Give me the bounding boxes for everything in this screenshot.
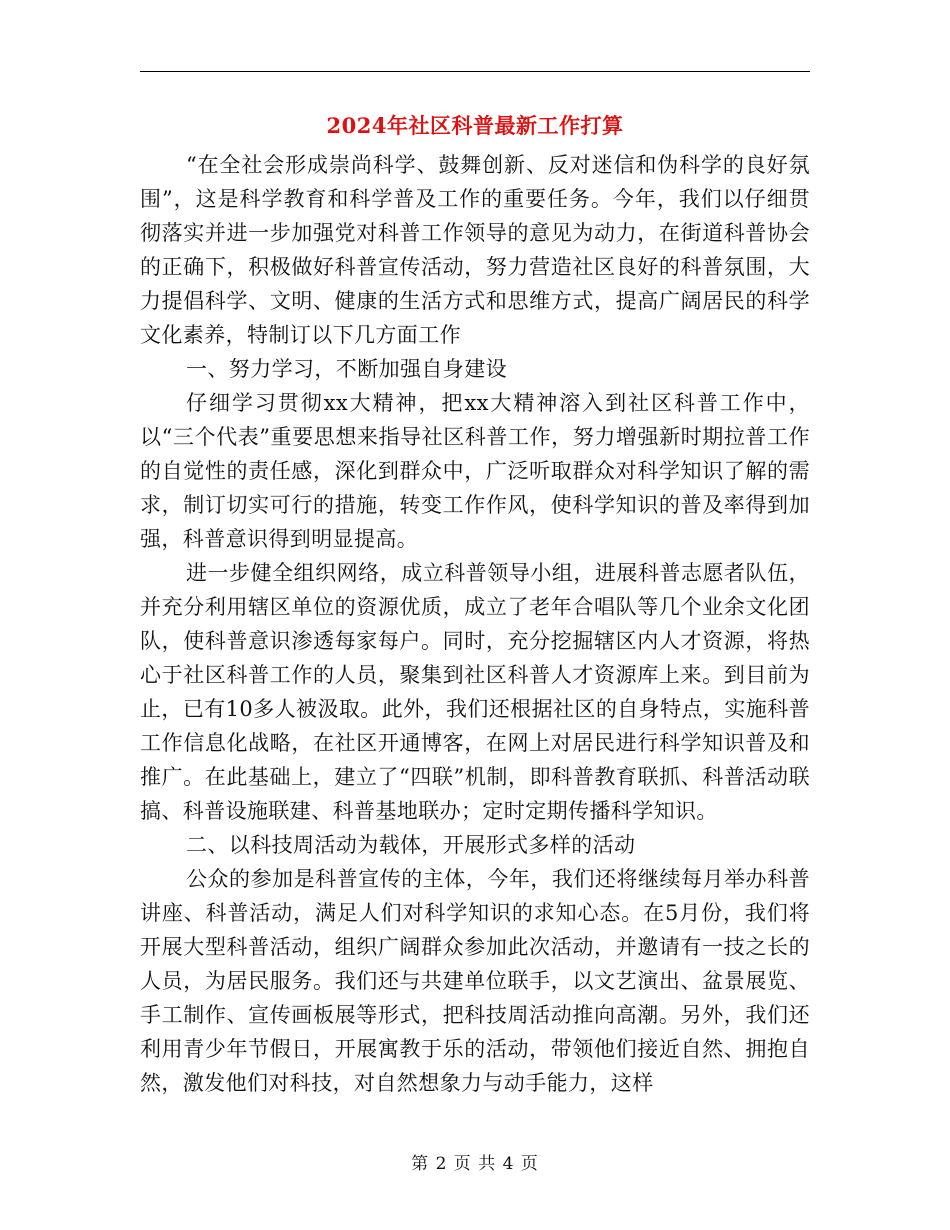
body-paragraph: 仔细学习贯彻xx大精神，把xx大精神溶入到社区科普工作中，以“三个代表”重要思想来指导社区科普工作，努力增强新时期拉普工作的自觉性的责任感，深化到群众中，广泛听取群众对科学知识了解的需求，制订切实可行的措施，转变工作作风，使科学知识的普及率得到加强，科普意识得到明显提高。 [140,391,810,551]
document-title: 2024年社区科普最新工作打算 [326,113,624,138]
header-rule [140,71,810,72]
intro-paragraph: “在全社会形成崇尚科学、鼓舞创新、反对迷信和伪科学的良好氛围”，这是科学教育和科学普及工作的重要任务。今年，我们以仔细贯彻落实并进一步加强党对科普工作领导的意见为动力，在街道科普协会的正确下，积极做好科普宣传活动，努力营造社区良好的科普氛围，大力提倡科学、文明、健康的生活方式和思维方式，提高广阔居民的科学文化素养，特制订以下几方面工作 [140,153,810,347]
body-paragraph: 进一步健全组织网络，成立科普领导小组，进展科普志愿者队伍，并充分利用辖区单位的资源优质，成立了老年合唱队等几个业余文化团队，使科普意识渗透每家每户。同时，充分挖掘辖区内人才资源，将热心于社区科普工作的人员，聚集到社区科普人才资源库上来。到目前为止，已有10多人被汲取。此外，我们还根据社区的自身特点，实施科普工作信息化战略，在社区开通博客，在网上对居民进行科学知识普及和推广。在此基础上，建立了“四联”机制，即科普教育联抓、科普活动联搞、科普设施联建、科普基地联办；定时定期传播科学知识。 [140,561,810,823]
section-heading-1: 一、努力学习，不断加强自身建设 [186,357,507,381]
section-heading-2: 二、以科技周活动为载体，开展形式多样的活动 [186,833,636,857]
page-number-footer: 第 2 页 共 4 页 [411,1154,539,1174]
document-body [140,148,810,1100]
body-paragraph: 公众的参加是科普宣传的主体，今年，我们还将继续每月举办科普讲座、科普活动，满足人们对科学知识的求知心态。在5月份，我们将开展大型科普活动，组织广阔群众参加此次活动，并邀请有一技之长的人员，为居民服务。我们还与共建单位联手，以文艺演出、盆景展览、手工制作、宣传画板展等形式，把科技周活动推向高潮。另外，我们还利用青少年节假日，开展寓教于乐的活动，带领他们接近自然、拥抱自然，激发他们对科技，对自然想象力与动手能力，这样 [140,867,810,1095]
